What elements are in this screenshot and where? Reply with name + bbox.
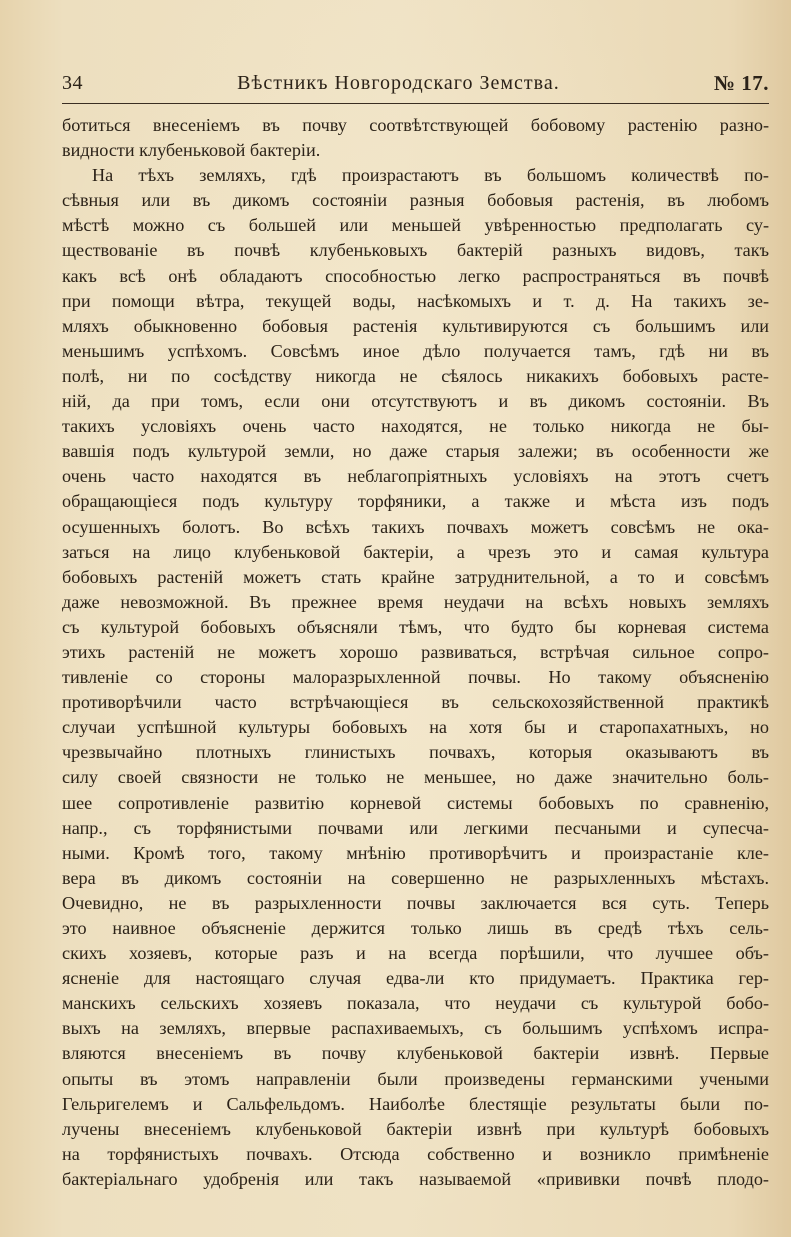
issue-number: № 17. [713, 70, 769, 95]
text-line: сѣвныя или въ дикомъ состояніи разныя бобовыя растенія, въ любомъ [62, 190, 769, 211]
text-line: чрезвычайно плотныхъ глинистыхъ почвахъ, которыя оказываютъ въ [62, 742, 769, 763]
text-line: полѣ, ни по сосѣдству никогда не сѣялось никакихъ бобовыхъ расте- [62, 365, 769, 386]
text-line: даже невозможной. Въ прежнее время неудачи на всѣхъ новыхъ земляхъ [62, 591, 769, 612]
text-line: шее сопротивленіе развитію корневой системы бобовыхъ по сравненію, [62, 792, 769, 813]
text-line: какъ всѣ онѣ обладаютъ способностью легко распространяться въ почвѣ [62, 265, 769, 286]
text-line: заться на лицо клубеньковой бактеріи, а чрезъ это и самая культура [62, 541, 769, 562]
text-line: вавшія подъ культурой земли, но даже старыя залежи; въ особенности же [62, 441, 769, 462]
text-line: манскихъ сельскихъ хозяевъ показала, что неудачи съ культурой бобо- [62, 993, 769, 1014]
text-line: бактеріальнаго удобренія или такъ называемой «прививки почвѣ плодо- [62, 1168, 769, 1189]
text-line: силу своей связности не только не меньшее, но даже значительно боль- [62, 767, 769, 788]
header-rule [62, 103, 769, 104]
text-line: Очевидно, не въ разрыхленности почвы заключается вся суть. Теперь [62, 892, 769, 913]
page-number: 34 [62, 71, 83, 94]
text-line: осушенныхъ болотъ. Во всѣхъ такихъ почвахъ можетъ совсѣмъ не ока- [62, 516, 769, 537]
text-line: ній, да при томъ, если они отсутствуютъ и въ дикомъ состояніи. Въ [62, 391, 769, 412]
text-line: скихъ хозяевъ, которые разъ и на всегда порѣшили, что лучшее объ- [62, 943, 769, 964]
text-line: ными. Кромѣ того, такому мнѣнію противорѣчитъ и произрастаніе кле- [62, 842, 769, 863]
body-text [62, 113, 769, 1192]
text-line: выхъ на земляхъ, впервые распахиваемыхъ, съ большимъ успѣхомъ испра- [62, 1018, 769, 1039]
text-line: вляются внесеніемъ въ почву клубеньковой бактеріи извнѣ. Первые [62, 1043, 769, 1064]
text-line: на торфянистыхъ почвахъ. Отсюда собственно и возникло примѣненіе [62, 1143, 769, 1164]
text-line: На тѣхъ земляхъ, гдѣ произрастаютъ въ большомъ количествѣ по- [92, 165, 769, 186]
text-line: меньшимъ успѣхомъ. Совсѣмъ иное дѣло получается тамъ, гдѣ ни въ [62, 340, 769, 361]
text-line: вера въ дикомъ состояніи на совершенно не разрыхленныхъ мѣстахъ. [62, 867, 769, 888]
text-line: очень часто находятся въ неблагопріятныхъ условіяхъ на этотъ счетъ [62, 466, 769, 487]
text-line: этихъ растеній не можетъ хорошо развиваться, встрѣчая сильное сопро- [62, 641, 769, 662]
text-line: случаи успѣшной культуры бобовыхъ на хотя бы и старопахатныхъ, но [62, 717, 769, 738]
text-line: съ культурой бобовыхъ объясняли тѣмъ, что будто бы корневая система [62, 616, 769, 637]
text-line: напр., съ торфянистыми почвами или легкими песчаными и супесча- [62, 817, 769, 838]
text-line: Гельригелемъ и Сальфельдомъ. Наиболѣе блестящіе результаты были по- [62, 1093, 769, 1114]
text-line: видности клубеньковой бактеріи. [62, 140, 321, 161]
text-line: ществованіе въ почвѣ клубеньковыхъ бактерій разныхъ видовъ, такъ [62, 240, 769, 261]
text-line: противорѣчили часто встрѣчающіеся въ сельскохозяйственной практикѣ [62, 692, 769, 713]
text-line: ботиться внесеніемъ въ почву соотвѣтствующей бобовому растенію разно- [62, 115, 769, 135]
text-line: это наивное объясненіе держится только лишь въ средѣ тѣхъ сель- [62, 918, 769, 938]
text-line: бобовыхъ растеній можетъ стать крайне затруднительной, а то и совсѣмъ [62, 566, 769, 587]
text-line: при помощи вѣтра, текущей воды, насѣкомыхъ и т. д. На такихъ зе- [62, 290, 769, 311]
text-line: лучены внесеніемъ клубеньковой бактеріи извнѣ при культурѣ бобовыхъ [62, 1118, 769, 1139]
text-line: обращающіеся подъ культуру торфяники, а также и мѣста изъ подъ [62, 491, 769, 512]
text-line: тивленіе со стороны малоразрыхленной почвы. Но такому объясненію [62, 667, 769, 688]
text-line: ясненіе для настоящаго случая едва-ли кто придумаетъ. Практика гер- [62, 968, 769, 989]
journal-title: Вѣстникъ Новгородскаго Земства. [237, 71, 560, 94]
running-header [62, 66, 769, 100]
text-line: опыты въ этомъ направленіи были произведены германскими учеными [62, 1068, 769, 1089]
text-line: такихъ условіяхъ очень часто находятся, не только никогда не бы- [62, 416, 769, 437]
text-line: мляхъ обыкновенно бобовыя растенія культивируются съ большимъ или [62, 315, 769, 336]
text-line: мѣстѣ можно съ большей или меньшей увѣренностью предполагать су- [62, 215, 769, 236]
